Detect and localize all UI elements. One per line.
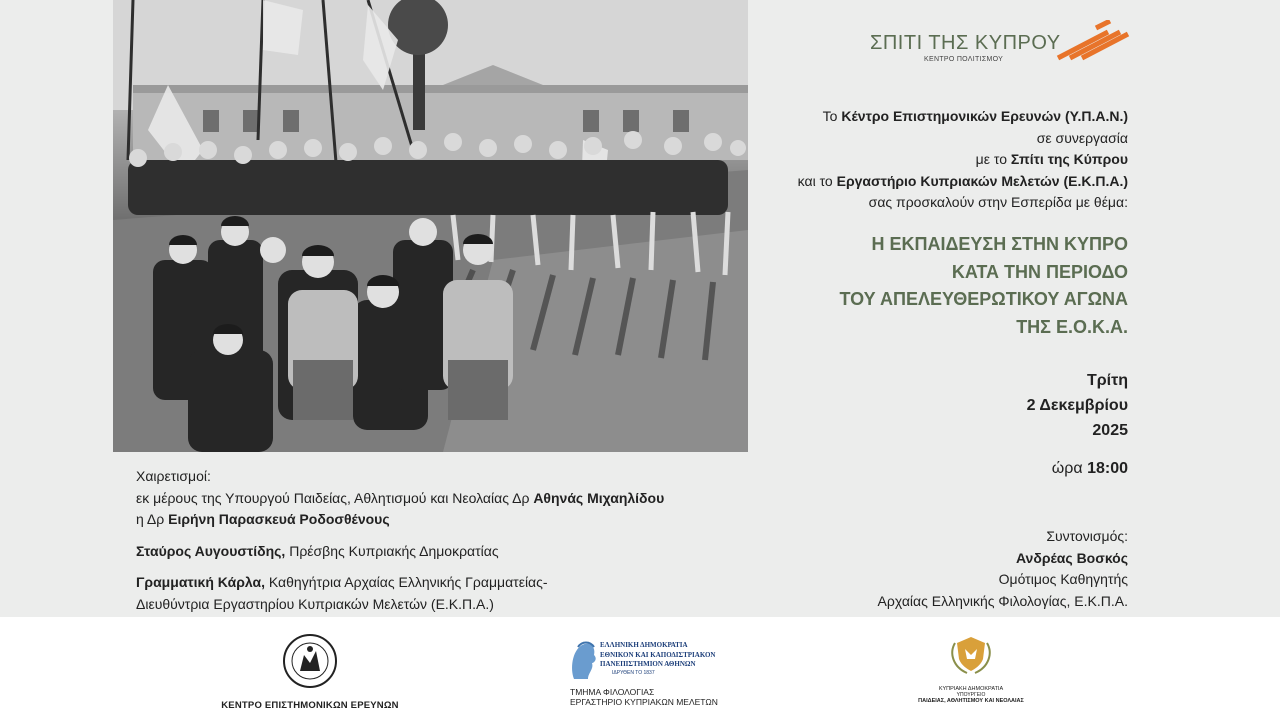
spacer <box>136 531 756 541</box>
event-time-value: 18:00 <box>1087 460 1128 477</box>
invite-line-3 <box>688 149 1128 171</box>
title-line-3: ΤΟΥ ΑΠΕΛΕΥΘΕΡΩΤΙΚΟΥ ΑΓΩΝΑ <box>839 289 1128 309</box>
invite-org-lab: Εργαστήριο Κυπριακών Μελετών (Ε.Κ.Π.Α.) <box>836 172 1128 189</box>
event-time-label: ώρα <box>1051 460 1088 477</box>
speaker-name: Γραμματική Κάρλα, <box>136 574 265 590</box>
uoa-logo <box>566 637 736 707</box>
athena-head-icon <box>568 639 598 683</box>
logo-name: ΣΠΙΤΙ ΤΗΣ ΚΥΠΡΟΥ <box>870 32 1061 54</box>
event-date-text: 2 Δεκεμβρίου <box>1026 397 1128 414</box>
greeting-ambassador <box>136 541 756 563</box>
kee-caption: ΚΕΝΤΡΟ ΕΠΙΣΤΗΜΟΝΙΚΩΝ ΕΡΕΥΝΩΝ <box>221 700 399 711</box>
uoa-line-3: ΠΑΝΕΠΙΣΤΗΜΙΟΝ ΑΘΗΝΩΝ <box>600 660 696 668</box>
greeting-ministry <box>136 488 756 510</box>
greeting-representative <box>136 509 756 531</box>
uoa-line-1: ΕΛΛΗΝΙΚΗ ΔΗΜΟΚΡΑΤΙΑ <box>600 641 688 649</box>
invite-line-4 <box>688 171 1128 193</box>
historical-photo <box>113 0 748 452</box>
coordinator-role-2: Αρχαίας Ελληνικής Φιλολογίας, Ε.Κ.Π.Α. <box>877 592 1128 609</box>
title-line-2: ΚΑΤΑ ΤΗΝ ΠΕΡΙΟΔΟ <box>951 261 1128 282</box>
footer-logos <box>0 617 1280 720</box>
uoa-dept-2: ΕΡΓΑΣΤΗΡΙΟ ΚΥΠΡΙΑΚΩΝ ΜΕΛΕΤΩΝ <box>570 697 718 707</box>
title-line-4: ΤΗΣ Ε.Ο.Κ.Α. <box>1016 316 1128 337</box>
invite-org-spiti: Σπίτι της Κύπρου <box>1010 151 1128 167</box>
moe-line-2: ΥΠΟΥΡΓΕΙΟ <box>956 692 986 698</box>
coordinator-name <box>748 548 1128 570</box>
coordinator-name-text: Ανδρέας Βοσκός <box>1015 549 1128 566</box>
greetings-label: Χαιρετισμοί: <box>136 468 211 484</box>
event-title <box>688 231 1128 341</box>
uoa-line-4: ΙΔΡΥΘΕΝ ΤΟ 1837 <box>612 670 655 676</box>
invite-line-4-text: και το <box>797 172 837 189</box>
title-line-1: Η ΕΚΠΑΙΔΕΥΣΗ ΣΤΗΝ ΚΥΠΡΟ <box>871 234 1128 254</box>
coordination-block <box>748 526 1128 612</box>
logo-subtitle: ΚΕΝΤΡΟ ΠΟΛΙΤΙΣΜΟΥ <box>924 56 1004 63</box>
uoa-line-2: ΕΘΝΙΚΟΝ ΚΑΙ ΚΑΠΟΔΙΣΤΡΙΑΚΟΝ <box>600 651 716 659</box>
event-time <box>828 458 1128 480</box>
spacer <box>136 562 756 572</box>
speaker-line-2: Διευθύντρια Εργαστηρίου Κυπριακών Μελετών (Ε.Κ.Π.Α.) <box>136 595 494 612</box>
moe-line-3: ΠΑΙΔΕΙΑΣ, ΑΘΛΗΤΙΣΜΟΥ ΚΑΙ ΝΕΟΛΑΙΑΣ <box>918 698 1024 704</box>
invite-line-1 <box>688 106 1128 128</box>
ambassador-name: Σταύρος Αυγουστίδης, <box>136 542 286 559</box>
coordinator-role-1: Ομότιμος Καθηγητής <box>998 571 1128 587</box>
speaker-role-1: Καθηγήτρια Αρχαίας Ελληνικής Γραμματείας- <box>264 574 548 590</box>
greeting-ministry-text: εκ μέρους της Υπουργού Παιδείας, Αθλητισμού και Νεολαίας Δρ <box>136 489 534 506</box>
cyprus-crest-icon <box>945 633 997 677</box>
invitation-text <box>688 106 1128 214</box>
greetings-block <box>136 466 756 615</box>
spiti-tis-kyprou-logo <box>868 20 1130 66</box>
minister-name: Αθηνάς Μιχαηλίδου <box>533 489 665 506</box>
ambassador-role: Πρέσβης Κυπριακής Δημοκρατίας <box>285 542 499 559</box>
invite-line-5: σας προσκαλούν στην Εσπερίδα με θέμα: <box>868 194 1128 210</box>
kee-seal-icon <box>282 633 338 689</box>
ministry-education-logo <box>906 633 1036 704</box>
invite-line-2: σε συνεργασία <box>1036 129 1128 146</box>
logo-stripes-icon <box>1050 20 1130 62</box>
event-year: 2025 <box>1092 422 1128 439</box>
invite-org-kee: Κέντρο Επιστημονικών Ερευνών (Υ.Π.Α.Ν.) <box>841 108 1128 124</box>
speaker-line-1 <box>136 572 756 594</box>
photo-illustration <box>113 0 748 452</box>
invite-line-1-text: Το <box>822 108 842 124</box>
representative-name: Ειρήνη Παρασκευά Ροδοσθένους <box>168 511 390 527</box>
event-date <box>828 368 1128 443</box>
greeting-representative-text: η Δρ <box>136 511 169 527</box>
uoa-dept-1: ΤΜΗΜΑ ΦΙΛΟΛΟΓΙΑΣ <box>570 687 655 697</box>
invite-line-3-text: με το <box>975 151 1011 167</box>
kee-logo <box>200 633 420 711</box>
event-day: Τρίτη <box>1086 372 1128 389</box>
coordination-label: Συντονισμός: <box>1046 528 1128 544</box>
moe-line-1: ΚΥΠΡΙΑΚΗ ΔΗΜΟΚΡΑΤΙΑ <box>938 686 1004 692</box>
